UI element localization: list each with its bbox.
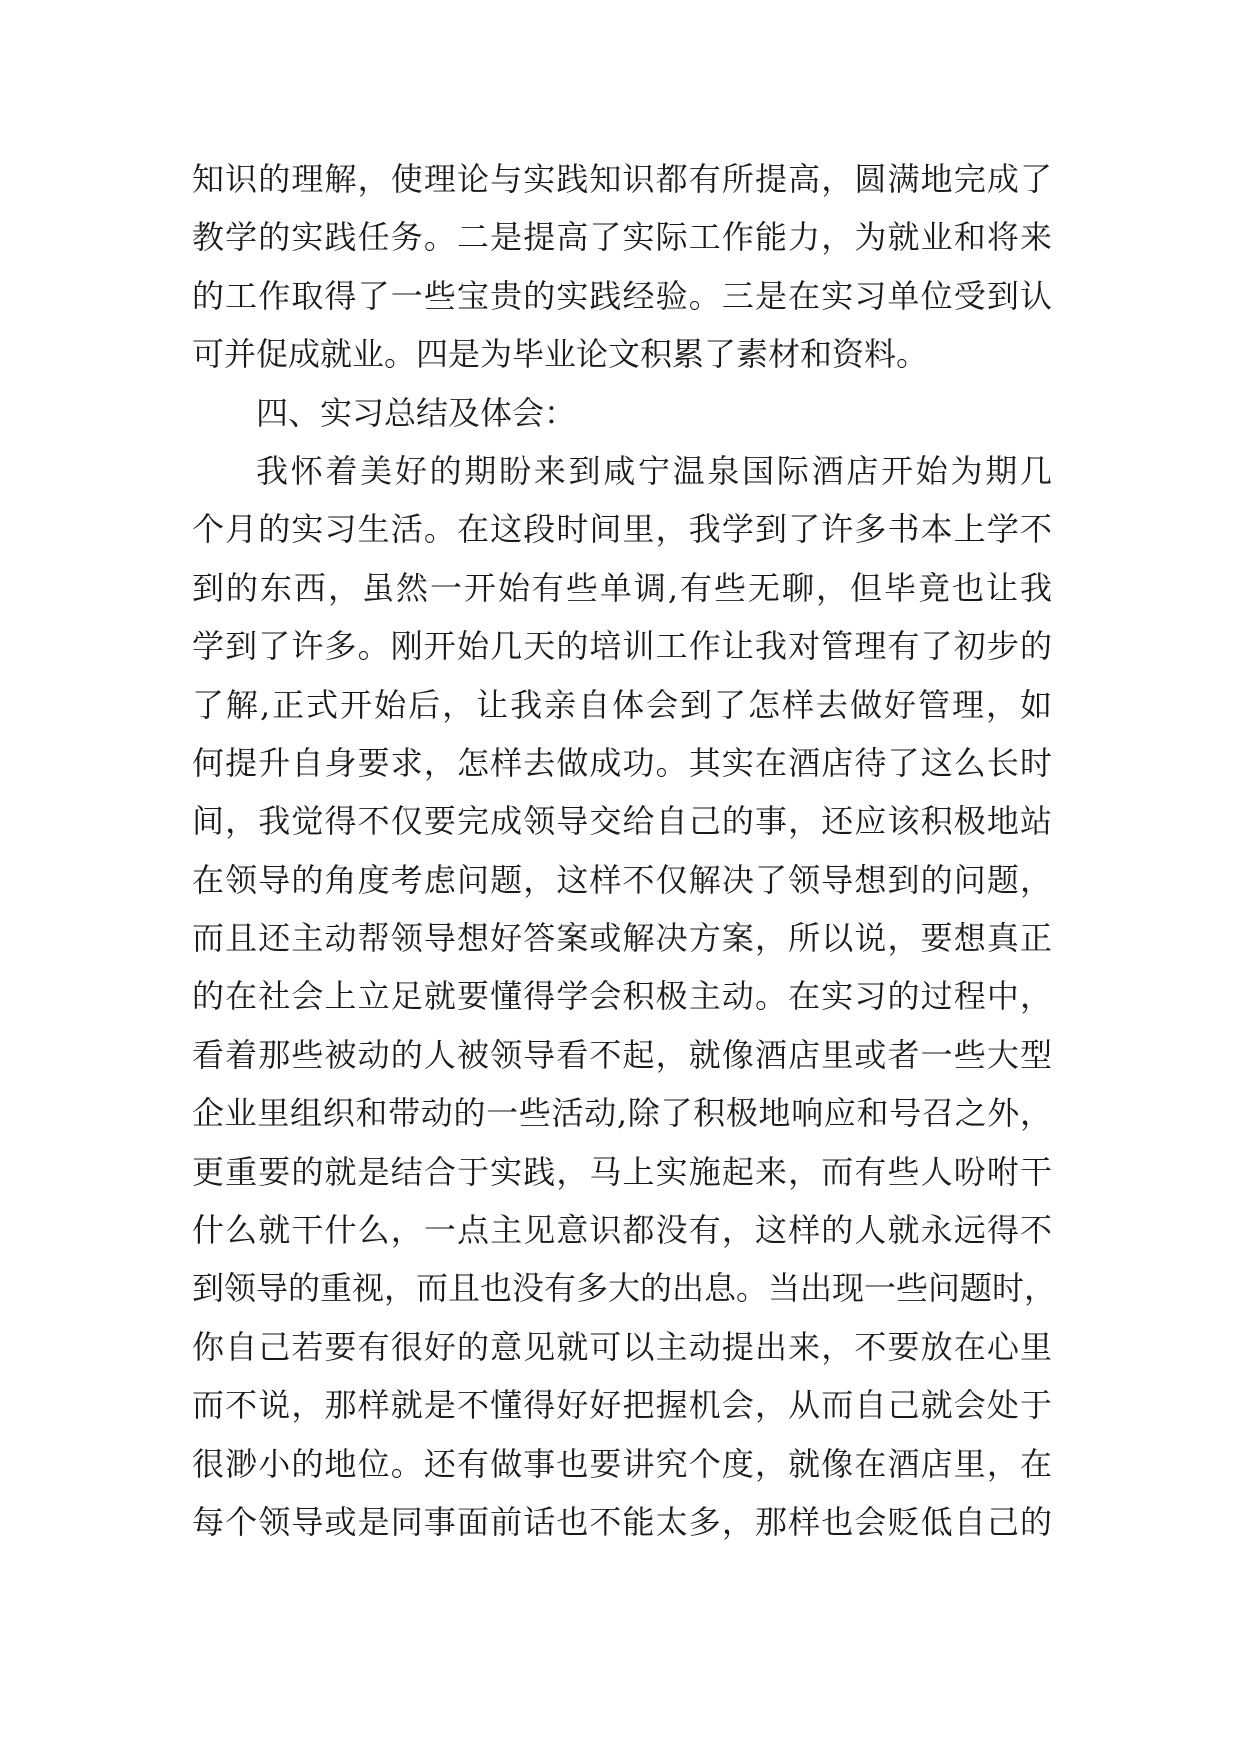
text-line: 在领导的角度考虑问题，这样不仅解决了领导想到的问题， — [192, 860, 1052, 899]
text-line: 教学的实践任务。二是提高了实际工作能力，为就业和将来 — [192, 218, 1052, 257]
text-line: 学到了许多。刚开始几天的培训工作让我对管理有了初步的 — [192, 627, 1052, 666]
text-line: 知识的理解，使理论与实践知识都有所提高，圆满地完成了 — [192, 160, 1052, 198]
text-line: 每个领导或是同事面前话也不能太多，那样也会贬低自己的 — [192, 1502, 1052, 1541]
text-line: 的在社会上立足就要懂得学会积极主动。在实习的过程中， — [192, 977, 1052, 1016]
text-line: 的工作取得了一些宝贵的实践经验。三是在实习单位受到认 — [192, 276, 1052, 315]
text-line: 企业里组织和带动的一些活动,除了积极地响应和号召之外， — [192, 1094, 1052, 1133]
text-line: 很渺小的地位。还有做事也要讲究个度，就像在酒店里，在 — [192, 1444, 1052, 1483]
section-heading: 四、实习总结及体会： — [256, 393, 577, 432]
text-line: 而不说，那样就是不懂得好好把握机会，从而自己就会处于 — [192, 1386, 1052, 1425]
text-line: 而且还主动帮领导想好答案或解决方案，所以说，要想真正 — [192, 919, 1052, 958]
text-line: 什么就干什么，一点主见意识都没有，这样的人就永远得不 — [192, 1211, 1052, 1250]
text-line: 了解,正式开始后，让我亲自体会到了怎样去做好管理，如 — [192, 685, 1052, 724]
text-line: 何提升自身要求，怎样去做成功。其实在酒店待了这么长时 — [192, 743, 1052, 782]
text-line: 可并促成就业。四是为毕业论文积累了素材和资料。 — [192, 335, 929, 374]
text-line: 更重要的就是结合于实践，马上实施起来，而有些人吩咐干 — [192, 1152, 1052, 1191]
text-line: 到领导的重视，而且也没有多大的出息。当出现一些问题时， — [192, 1269, 1057, 1308]
body-text — [192, 150, 1057, 1551]
text-line: 间，我觉得不仅要完成领导交给自己的事，还应该积极地站 — [192, 802, 1052, 841]
paragraph-first-line: 我怀着美好的期盼来到咸宁温泉国际酒店开始为期几 — [256, 451, 1052, 490]
text-line: 到的东西，虽然一开始有些单调,有些无聊，但毕竟也让我 — [192, 568, 1052, 607]
text-line: 看着那些被动的人被领导看不起，就像酒店里或者一些大型 — [192, 1035, 1052, 1074]
text-line: 个月的实习生活。在这段时间里，我学到了许多书本上学不 — [192, 510, 1052, 549]
text-line: 你自己若要有很好的意见就可以主动提出来，不要放在心里 — [192, 1327, 1052, 1366]
